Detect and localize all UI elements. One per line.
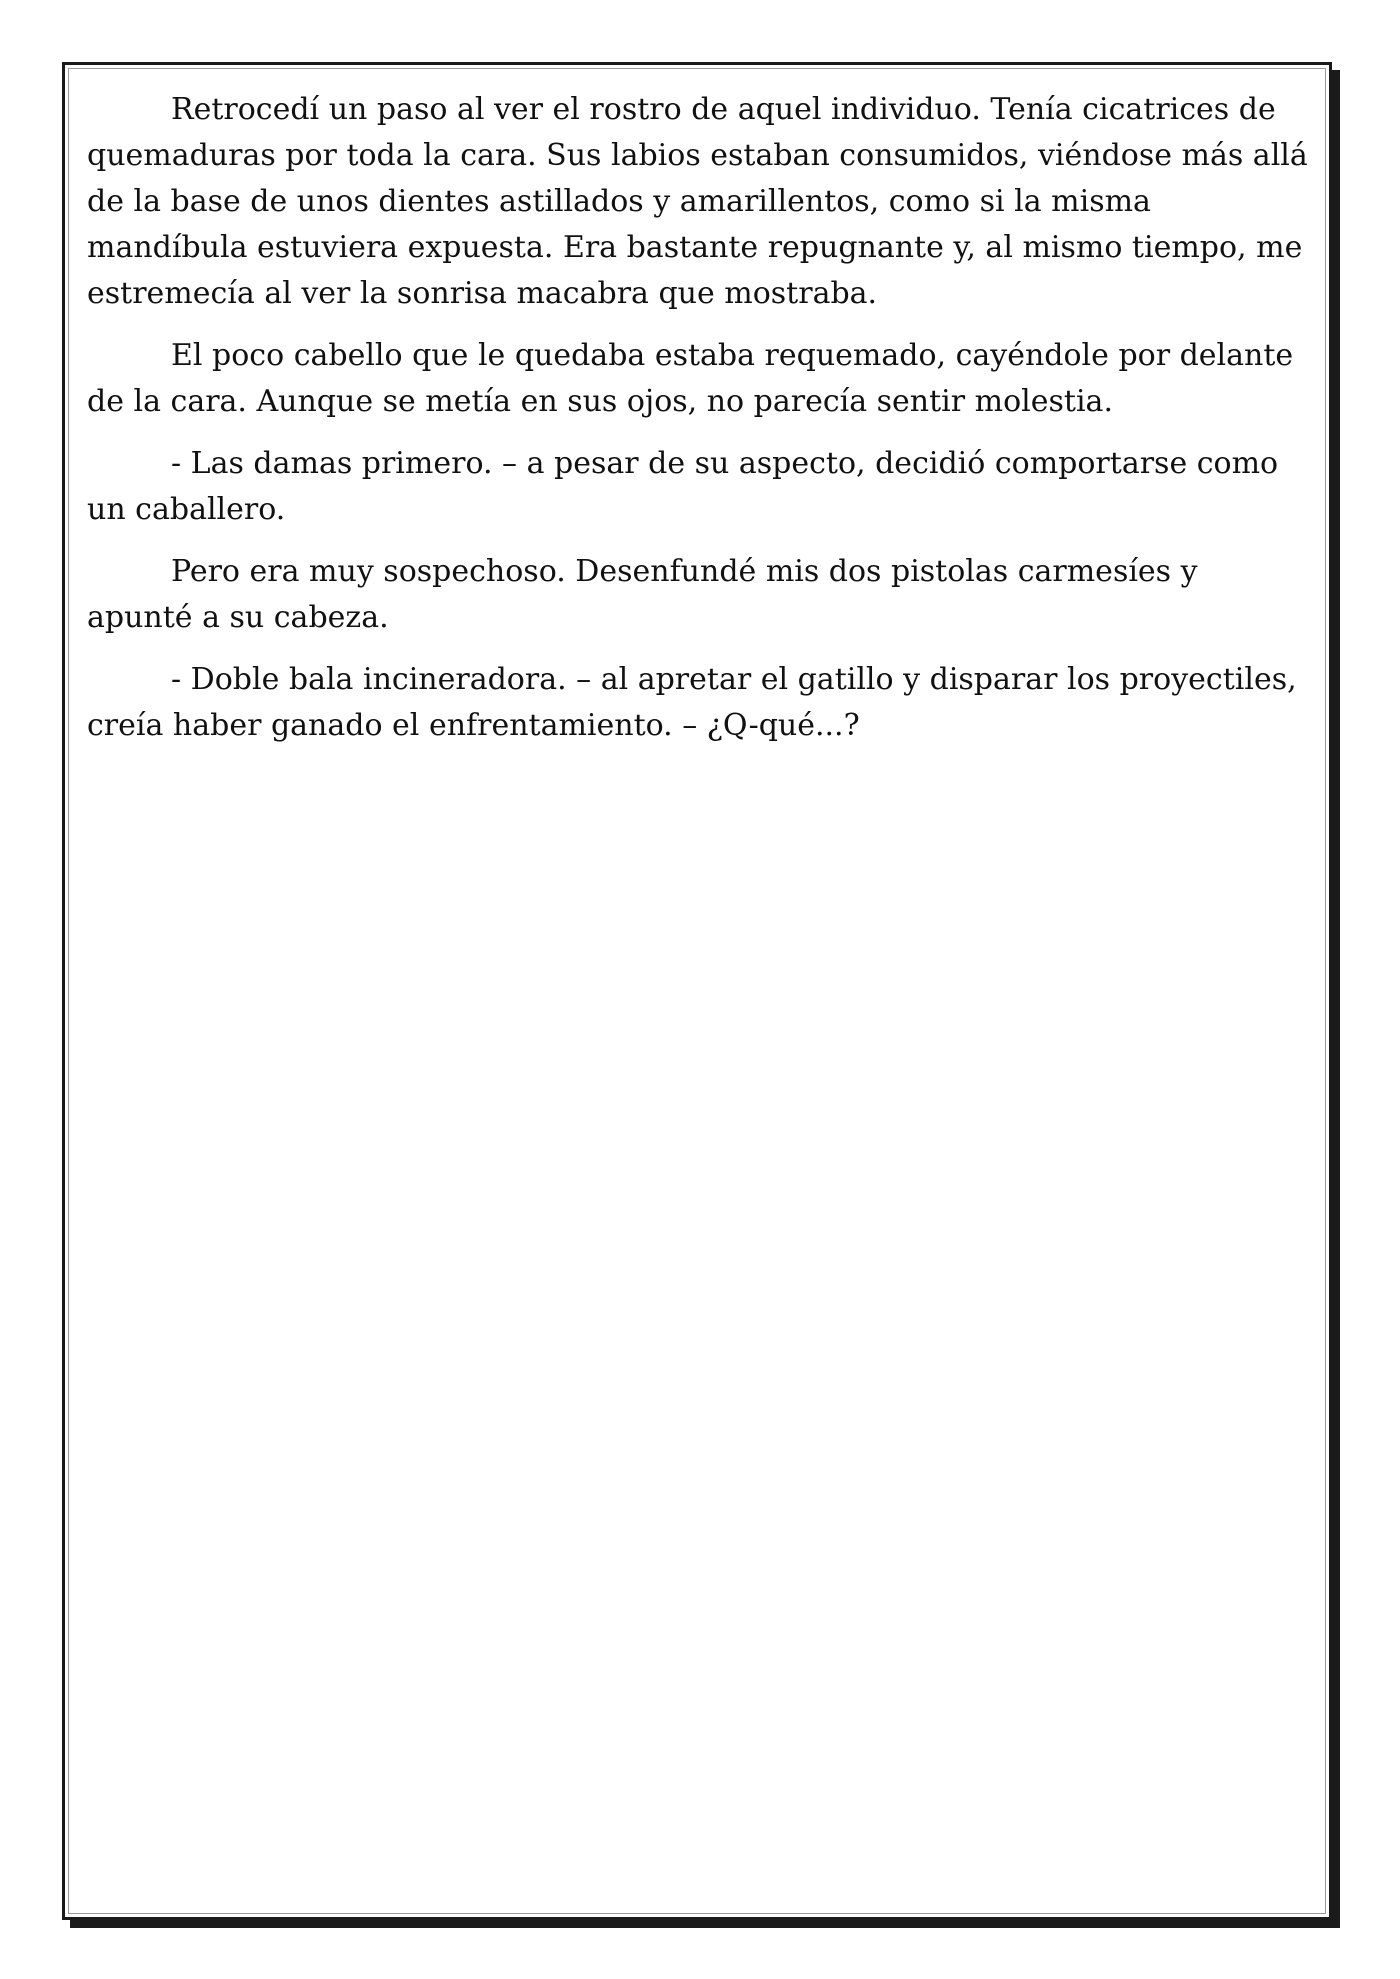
text-body — [87, 87, 1311, 765]
page-frame — [62, 62, 1332, 1920]
paragraph: Pero era muy sospechoso. Desenfundé mis dos pistolas carmesíes y apunté a su cabeza. — [87, 554, 1198, 635]
paragraph: Retrocedí un paso al ver el rostro de aquel individuo. Tenía cicatrices de quemaduras por toda la cara. Sus labios estaban consumidos, viéndose más allá de la base de unos dientes astillados y amarillentos, como si la misma mandíbula estuviera expuesta. Era bastante repugnante y, al mismo tiempo, me estremecía al ver la sonrisa macabra que mostraba. — [87, 92, 1308, 311]
paragraph: El poco cabello que le quedaba estaba requemado, cayéndole por delante de la cara. Aunque se metía en sus ojos, no parecía sentir molestia. — [87, 338, 1294, 419]
dialogue-paragraph: - Doble bala incineradora. – al apretar el gatillo y disparar los proyectiles, creía haber ganado el enfrentamiento. – ¿Q-qué...? — [87, 662, 1297, 743]
dialogue-paragraph: - Las damas primero. – a pesar de su aspecto, decidió comportarse como un caballero. — [87, 446, 1279, 527]
